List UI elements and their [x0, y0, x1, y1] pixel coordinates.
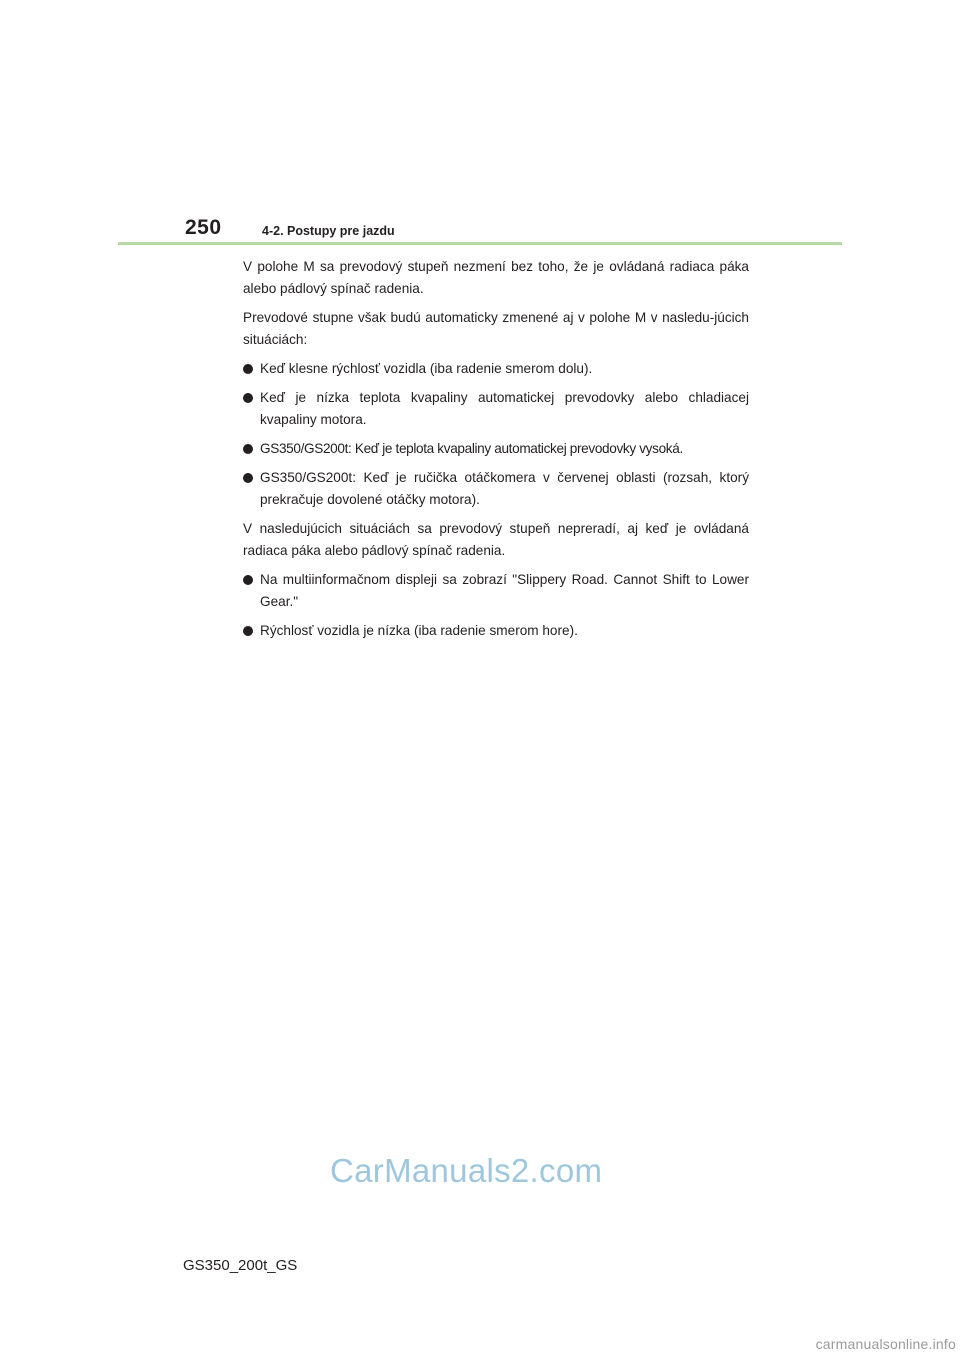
bullet-item	[243, 387, 749, 431]
page-content	[243, 256, 749, 649]
bullet-text: GS350/GS200t: Keď je ručička otáčkomera v červenej oblasti (rozsah, ktorý prekračuje dovolené otáčky motora).	[260, 470, 749, 507]
intro-paragraph: Prevodové stupne však budú automaticky zmenené aj v polohe M v nasledu-júcich situáciách:	[243, 310, 749, 347]
bullet-item	[243, 569, 749, 613]
bullet-dot-icon	[243, 626, 253, 636]
bullet-text: GS350/GS200t: Keď je teplota kvapaliny automatickej prevodovky vysoká.	[260, 441, 683, 456]
bullet-dot-icon	[243, 444, 253, 454]
bullet-item	[243, 438, 749, 460]
bullet-text: Keď je nízka teplota kvapaliny automatickej prevodovky alebo chladiacej kvapaliny motora.	[260, 390, 749, 427]
bullet-dot-icon	[243, 393, 253, 403]
page-header	[185, 212, 845, 246]
page-number: 250	[185, 216, 222, 239]
header-divider	[118, 242, 842, 245]
bullet-dot-icon	[243, 575, 253, 585]
bullet-text: Na multiinformačnom displeji sa zobrazí "Slippery Road. Cannot Shift to Lower Gear."	[260, 572, 749, 609]
no-shift-paragraph: V nasledujúcich situáciách sa prevodový stupeň nepreradí, aj keď je ovládaná radiaca páka alebo pádlový spínač radenia.	[243, 521, 749, 558]
footer-model-code: GS350_200t_GS	[183, 1257, 298, 1274]
intro-paragraph: V polohe M sa prevodový stupeň nezmení bez toho, že je ovládaná radiaca páka alebo pádlový spínač radenia.	[243, 259, 749, 296]
corner-watermark: carmanualsonline.info	[815, 1336, 956, 1352]
bullet-dot-icon	[243, 364, 253, 374]
bullet-item	[243, 358, 749, 380]
bullet-item	[243, 467, 749, 511]
section-title: 4-2. Postupy pre jazdu	[262, 224, 395, 238]
watermark-logo: CarManuals2.com	[330, 1152, 603, 1189]
bullet-item	[243, 620, 749, 642]
bullet-text: Keď klesne rýchlosť vozidla (iba radenie smerom dolu).	[260, 361, 593, 376]
bullet-text: Rýchlosť vozidla je nízka (iba radenie smerom hore).	[260, 623, 578, 638]
bullet-dot-icon	[243, 473, 253, 483]
